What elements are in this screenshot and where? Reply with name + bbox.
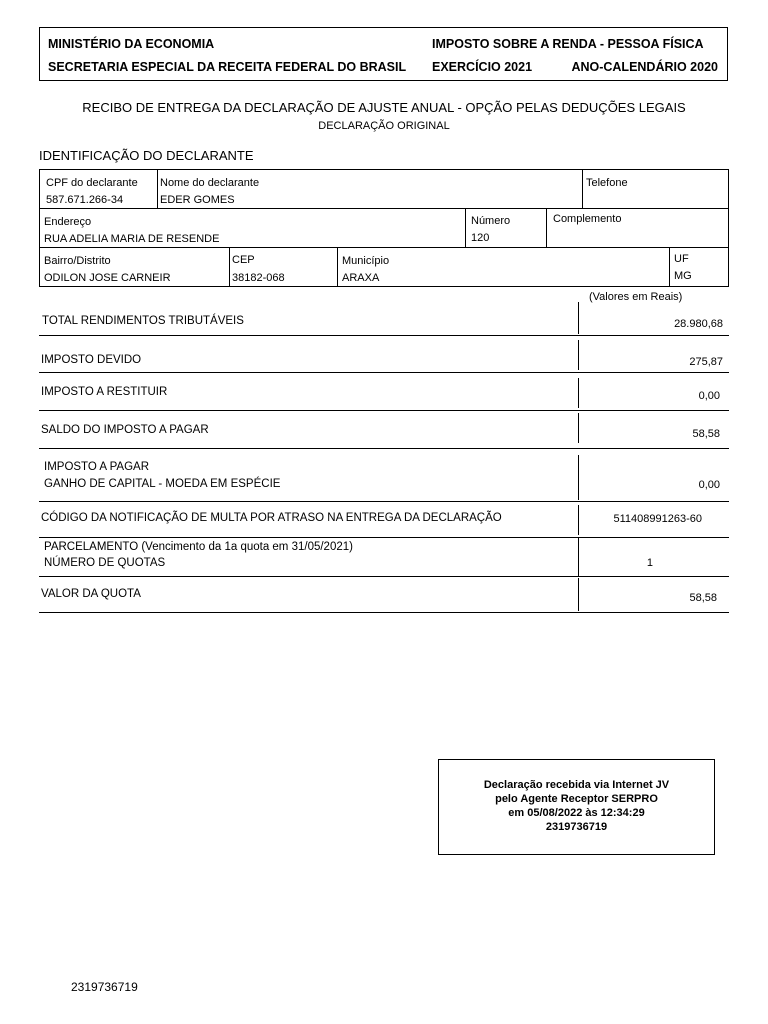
district-label: Bairro/Distrito bbox=[44, 255, 111, 267]
capital-gain-label-2: GANHO DE CAPITAL - MOEDA EM ESPÉCIE bbox=[44, 478, 281, 490]
city-label: Município bbox=[342, 255, 390, 267]
receipt-line-2: pelo Agente Receptor SERPRO bbox=[495, 793, 658, 805]
phone-label: Telefone bbox=[586, 177, 628, 189]
capital-gain-label-1: IMPOSTO A PAGAR bbox=[44, 461, 150, 473]
fine-code-value: 511408991263-60 bbox=[613, 513, 702, 525]
total-income-value: 28.980,68 bbox=[674, 318, 723, 330]
quota-value-label: VALOR DA QUOTA bbox=[41, 588, 141, 600]
balance-label: SALDO DO IMPOSTO A PAGAR bbox=[41, 424, 209, 436]
refund-label: IMPOSTO A RESTITUIR bbox=[41, 386, 168, 398]
address-value: RUA ADELIA MARIA DE RESENDE bbox=[44, 233, 220, 245]
uf-value: MG bbox=[674, 270, 692, 282]
document-subtitle: DECLARAÇÃO ORIGINAL bbox=[318, 120, 450, 132]
capital-gain-value: 0,00 bbox=[698, 479, 720, 491]
cpf-label: CPF do declarante bbox=[46, 177, 138, 189]
currency-note: (Valores em Reais) bbox=[589, 291, 683, 303]
balance-value: 58,58 bbox=[692, 428, 720, 440]
name-value: EDER GOMES bbox=[160, 194, 235, 206]
installment-label-2: NÚMERO DE QUOTAS bbox=[44, 557, 166, 569]
secretariat-name: SECRETARIA ESPECIAL DA RECEITA FEDERAL DO BRASIL bbox=[48, 60, 407, 74]
receipt-line-1: Declaração recebida via Internet JV bbox=[483, 779, 670, 791]
installments-value: 1 bbox=[646, 557, 653, 569]
calendar-year: ANO-CALENDÁRIO 2020 bbox=[571, 60, 718, 74]
identification-table bbox=[39, 169, 729, 287]
address-label: Endereço bbox=[44, 216, 92, 228]
number-value: 120 bbox=[471, 232, 490, 244]
receipt-line-4: 2319736719 bbox=[545, 821, 608, 833]
receipt-line-3: em 05/08/2022 às 12:34:29 bbox=[508, 807, 645, 819]
name-label: Nome do declarante bbox=[160, 177, 260, 189]
tax-due-label: IMPOSTO DEVIDO bbox=[41, 354, 142, 366]
fine-code-label: CÓDIGO DA NOTIFICAÇÃO DE MULTA POR ATRASO NA ENTREGA DA DECLARAÇÃO bbox=[41, 512, 502, 524]
cep-label: CEP bbox=[232, 254, 255, 266]
tax-due-value: 275,87 bbox=[689, 356, 723, 368]
header-box bbox=[39, 27, 728, 81]
exercise-year: EXERCÍCIO 2021 bbox=[432, 60, 533, 74]
footer-code: 2319736719 bbox=[71, 980, 138, 994]
cep-value: 38182-068 bbox=[232, 272, 285, 284]
refund-value: 0,00 bbox=[698, 390, 720, 402]
district-value: ODILON JOSE CARNEIR bbox=[44, 272, 171, 284]
installment-label-1: PARCELAMENTO (Vencimento da 1a quota em 31/05/2021) bbox=[44, 541, 353, 553]
uf-label: UF bbox=[674, 253, 689, 265]
document-title: RECIBO DE ENTREGA DA DECLARAÇÃO DE AJUSTE ANUAL - OPÇÃO PELAS DEDUÇÕES LEGAIS bbox=[82, 100, 686, 115]
section-title-identification: IDENTIFICAÇÃO DO DECLARANTE bbox=[39, 148, 254, 163]
cpf-value: 587.671.266-34 bbox=[46, 194, 124, 206]
quota-value: 58,58 bbox=[689, 592, 717, 604]
complement-label: Complemento bbox=[553, 213, 622, 225]
city-value: ARAXA bbox=[342, 272, 380, 284]
ministry-name: MINISTÉRIO DA ECONOMIA bbox=[48, 37, 215, 51]
tax-name: IMPOSTO SOBRE A RENDA - PESSOA FÍSICA bbox=[432, 37, 704, 51]
number-label: Número bbox=[471, 215, 511, 227]
total-income-label: TOTAL RENDIMENTOS TRIBUTÁVEIS bbox=[42, 315, 244, 327]
receipt-box bbox=[438, 759, 715, 855]
